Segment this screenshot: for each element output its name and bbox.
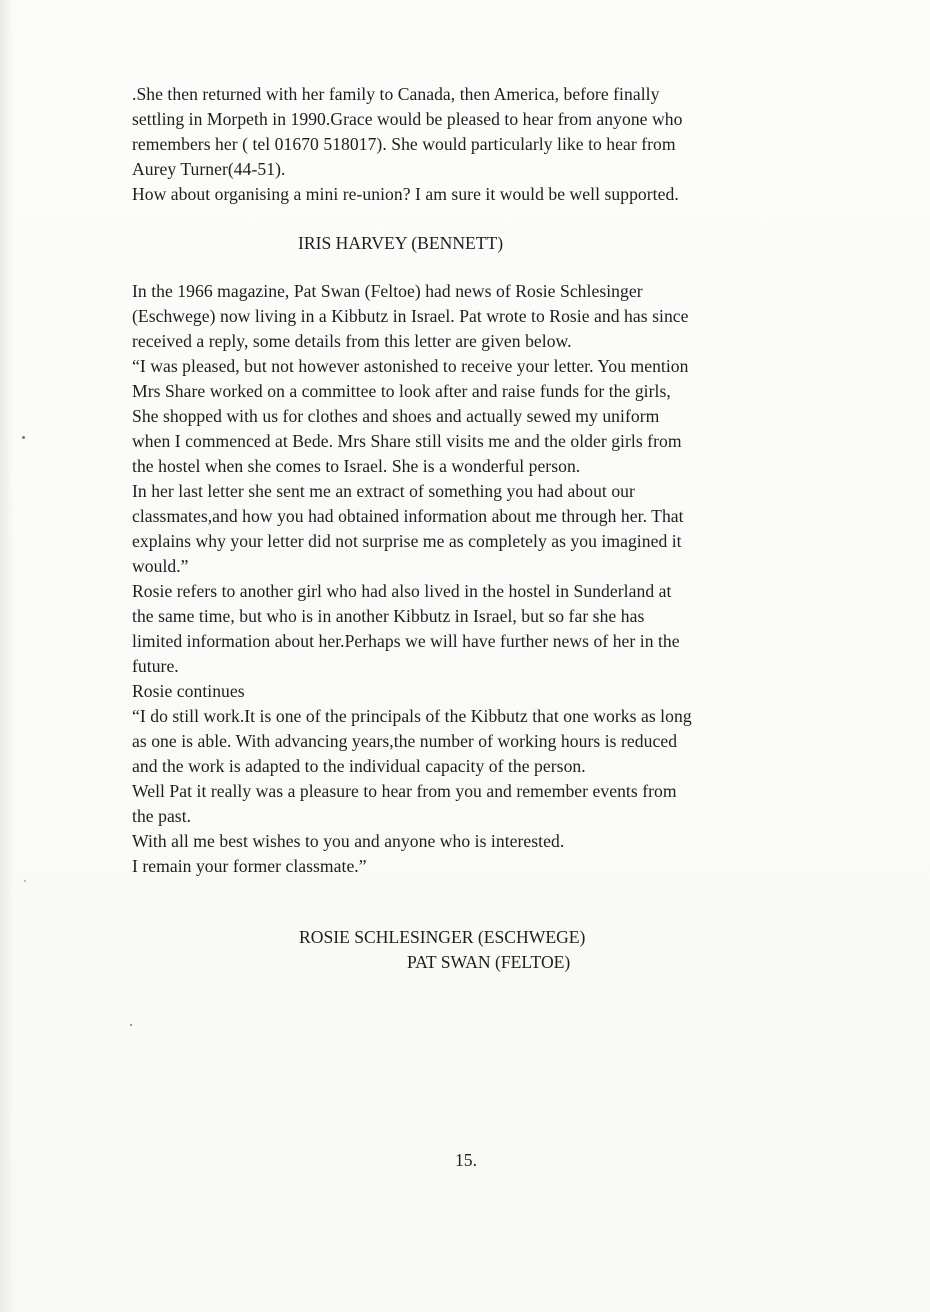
- letter-article-body: [132, 279, 812, 879]
- page-edge-shadow: [0, 0, 14, 1312]
- text-line: Rosie refers to another girl who had also lived in the hostel in Sunderland at: [132, 581, 672, 601]
- scan-speck: [130, 1024, 132, 1026]
- text-line: Well Pat it really was a pleasure to hear from you and remember events from: [132, 781, 677, 801]
- text-line: She shopped with us for clothes and shoes and actually sewed my uniform: [132, 406, 660, 426]
- text-line: (Eschwege) now living in a Kibbutz in Israel. Pat wrote to Rosie and has since: [132, 306, 689, 326]
- text-line: I remain your former classmate.”: [132, 856, 367, 876]
- text-line: remembers her ( tel 01670 518017). She would particularly like to hear from: [132, 134, 676, 154]
- signature-pat: PAT SWAN (FELTOE): [407, 952, 571, 972]
- text-line: when I commenced at Bede. Mrs Share still visits me and the older girls from: [132, 431, 682, 451]
- text-line: classmates,and how you had obtained information about me through her. That: [132, 506, 684, 526]
- text-line: as one is able. With advancing years,the number of working hours is reduced: [132, 731, 678, 751]
- text-line: settling in Morpeth in 1990.Grace would be pleased to hear from anyone who: [132, 109, 683, 129]
- text-line: Rosie continues: [132, 681, 245, 701]
- signature-rosie: ROSIE SCHLESINGER (ESCHWEGE): [299, 927, 586, 947]
- text-line: .She then returned with her family to Canada, then America, before finally: [132, 84, 660, 104]
- text-line: How about organising a mini re-union? I am sure it would be well supported.: [132, 184, 679, 204]
- text-line: the same time, but who is in another Kibbutz in Israel, but so far she has: [132, 606, 645, 626]
- text-line: limited information about her.Perhaps we will have further news of her in the: [132, 631, 680, 651]
- text-line: “I was pleased, but not however astonished to receive your letter. You mention: [132, 356, 689, 376]
- text-line: “I do still work.It is one of the principals of the Kibbutz that one works as long: [132, 706, 692, 726]
- text-line: would.”: [132, 556, 189, 576]
- text-line: Mrs Share worked on a committee to look after and raise funds for the girls,: [132, 381, 671, 401]
- scan-speck: [24, 880, 26, 882]
- text-line: In the 1966 magazine, Pat Swan (Feltoe) had news of Rosie Schlesinger: [132, 281, 643, 301]
- text-line: explains why your letter did not surprise me as completely as you imagined it: [132, 531, 682, 551]
- text-line: and the work is adapted to the individual capacity of the person.: [132, 756, 586, 776]
- text-line: the hostel when she comes to Israel. She is a wonderful person.: [132, 456, 581, 476]
- text-line: With all me best wishes to you and anyone who is interested.: [132, 831, 565, 851]
- author-heading: IRIS HARVEY (BENNETT): [298, 233, 504, 253]
- text-line: future.: [132, 656, 179, 676]
- text-line: the past.: [132, 806, 192, 826]
- page-number: 15.: [455, 1150, 477, 1170]
- text-line: Aurey Turner(44-51).: [132, 159, 286, 179]
- opening-paragraph: [132, 82, 812, 207]
- text-line: received a reply, some details from this letter are given below.: [132, 331, 572, 351]
- text-line: In her last letter she sent me an extract of something you had about our: [132, 481, 635, 501]
- scan-speck: [22, 436, 25, 439]
